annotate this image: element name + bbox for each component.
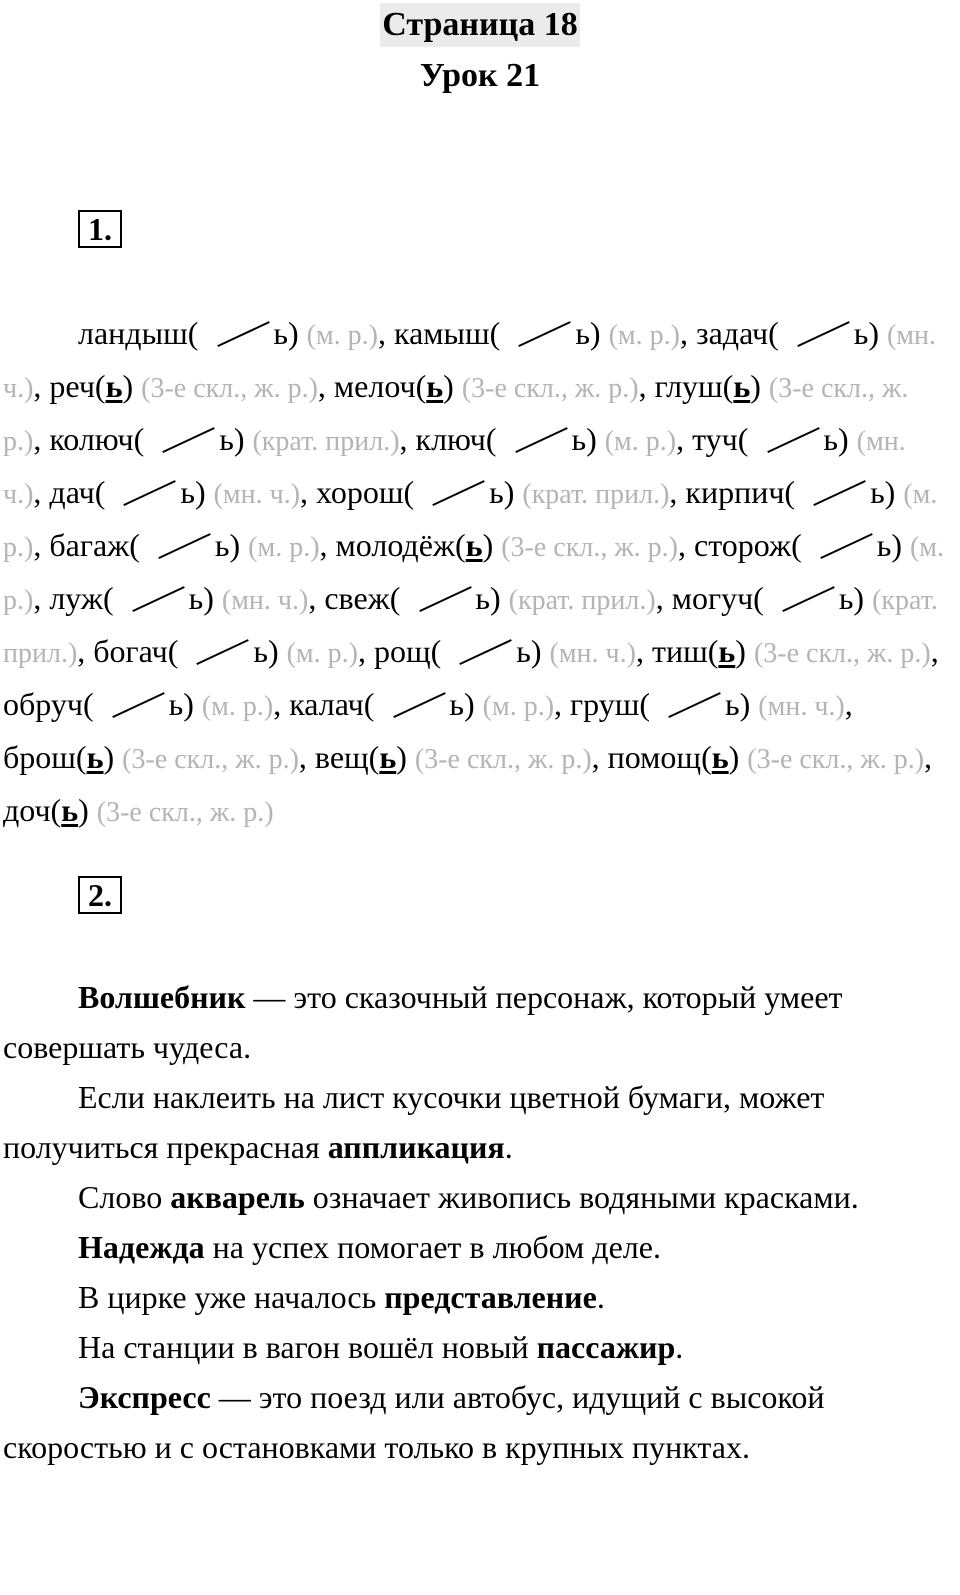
grammar-note: (м. р.) — [201, 691, 274, 722]
word-stem: хорош — [316, 474, 404, 510]
grammar-note: (3-е скл., ж. р.) — [3, 373, 909, 457]
sentence-text: — это поезд или автобус, идущий с высокой скоростью и с остановками только в крупных пунктах. — [3, 1379, 825, 1465]
vocabulary-word: представление — [384, 1279, 597, 1315]
lesson-title: Урок 21 — [419, 57, 541, 94]
grammar-note: (3-е скл., ж. р.) — [96, 797, 274, 828]
required-soft-sign: ь — [733, 368, 751, 404]
crossed-soft-sign: ь — [178, 626, 268, 676]
crossed-soft-sign: ь — [400, 573, 490, 623]
word-stem: свеж — [324, 580, 390, 616]
word-stem: багаж — [49, 527, 130, 563]
grammar-note: (м. р.) — [3, 532, 945, 616]
word-entry: обруч( ь) — [3, 686, 194, 722]
word-stem: вещ — [314, 739, 369, 775]
sentence-text: означает живопись водяными красками. — [304, 1179, 859, 1215]
crossed-soft-sign: ь — [795, 467, 885, 517]
sentence-text: . — [675, 1329, 684, 1365]
task-1-number: 1. — [78, 210, 122, 248]
word-stem: груш — [570, 686, 640, 722]
word-entry: рощ( ь) — [374, 633, 542, 669]
task-1-word-list — [3, 308, 948, 838]
word-entry: помощ(ь) — [607, 739, 740, 775]
grammar-note: (м. р.) — [482, 691, 555, 722]
crossed-soft-sign: ь — [144, 414, 234, 464]
word-entry: ключ( ь) — [416, 421, 597, 457]
word-stem: брош — [3, 739, 76, 775]
vocabulary-word: Экспресс — [78, 1379, 211, 1415]
grammar-note: (крат. прил.) — [508, 585, 656, 616]
crossed-soft-sign: ь — [748, 414, 838, 464]
sentence-paragraph — [3, 1272, 948, 1322]
grammar-note: (3-е скл., ж. р.) — [141, 373, 318, 404]
grammar-note: (м. р.) — [604, 426, 677, 457]
task-2-sentences — [3, 972, 948, 1472]
word-stem: помощ — [607, 739, 702, 775]
word-entry: багаж( ь) — [49, 527, 240, 563]
word-stem: туч — [692, 421, 738, 457]
word-entry: доч(ь) — [3, 792, 89, 828]
word-entry: сторож( ь) — [694, 527, 902, 563]
word-entry: хорош( ь) — [316, 474, 514, 510]
word-entry: свеж( ь) — [324, 580, 500, 616]
word-entry: могуч( ь) — [672, 580, 864, 616]
word-stem: луж — [49, 580, 103, 616]
word-stem: ключ — [415, 421, 486, 457]
crossed-soft-sign: ь — [802, 520, 892, 570]
word-entry: луж( ь) — [49, 580, 214, 616]
word-entry: дач( ь) — [49, 474, 205, 510]
word-entry: груш( ь) — [570, 686, 750, 722]
sentence-text: . — [504, 1129, 513, 1165]
grammar-note: (м. р.) — [286, 638, 358, 669]
crossed-soft-sign: ь — [114, 573, 204, 623]
crossed-soft-sign: ь — [94, 679, 184, 729]
word-stem: камыш — [394, 315, 490, 351]
sentence-text: Если наклеить на лист кусочки цветной бумаги, может получиться прекрасная — [3, 1079, 825, 1165]
word-entry: камыш( ь) — [394, 315, 601, 351]
grammar-note: (крат. прил.) — [3, 585, 938, 669]
grammar-note: (3-е скл., ж. р.) — [747, 744, 925, 775]
word-entry: туч( ь) — [692, 421, 849, 457]
grammar-note: (крат. прил.) — [252, 426, 400, 457]
crossed-soft-sign: ь — [650, 679, 740, 729]
required-soft-sign: ь — [105, 368, 123, 404]
vocabulary-word: аппликация — [327, 1129, 505, 1165]
required-soft-sign: ь — [86, 739, 104, 775]
page-header — [0, 0, 960, 98]
grammar-note: (мн. ч.) — [3, 320, 937, 404]
vocabulary-word: пассажир — [536, 1329, 676, 1365]
word-stem: колюч — [49, 421, 134, 457]
grammar-note: (3-е скл., ж. р.) — [414, 744, 592, 775]
sentence-paragraph — [3, 972, 948, 1072]
task-1-paragraph: ландыш( ь) (м. р.), камыш( ь) (м. р.), задач( ь) (мн. ч.), реч(ь) (3-е скл., ж. р.), мелоч(ь) (3-е скл., ж. р.), глуш(ь) (3-е скл., ж. р.), колюч( ь) (крат. прил.), ключ( ь) (м. р.), туч( ь) (мн. ч.), дач( ь) (мн. ч.), хорош( ь) (крат. прил.), кирпич( ь) (м. р.), багаж( ь) (м. р.), молодёж(ь) (3-е скл., ж. р.), сторож( ь) (м. р.), луж( ь) (мн. ч.), свеж( ь) (крат. прил.), могуч( ь) (крат. прил.), богач( ь) (м. р.), рощ( ь) (мн. ч.), тиш(ь) (3-е скл., ж. р.), обруч( ь) (м. р.), калач( ь) (м. р.), груш( ь) (мн. ч.), брош(ь) (3-е скл., ж. р.), вещ(ь) (3-е скл., ж. р.), помощ(ь) (3-е скл., ж. р.), доч(ь) (3-е скл., ж. р.) — [3, 308, 948, 838]
sentence-paragraph — [3, 1372, 948, 1472]
sentence-paragraph — [3, 1322, 948, 1372]
sentence-paragraph — [3, 1072, 948, 1172]
grammar-note: (3-е скл., ж. р.) — [461, 373, 639, 404]
word-stem: рощ — [373, 633, 431, 669]
grammar-note: (мн. ч.) — [758, 691, 845, 722]
sentence-text: В цирке уже началось — [78, 1279, 385, 1315]
crossed-soft-sign: ь — [374, 679, 464, 729]
grammar-note: (3-е скл., ж. р.) — [501, 532, 678, 563]
sentence-paragraph — [3, 1222, 948, 1272]
required-soft-sign: ь — [61, 792, 79, 828]
word-stem: ландыш — [78, 315, 188, 351]
crossed-soft-sign: ь — [140, 520, 230, 570]
word-stem: молодёж — [335, 527, 455, 563]
word-stem: задач — [695, 315, 769, 351]
grammar-note: (3-е скл., ж. р.) — [122, 744, 299, 775]
grammar-note: (м. р.) — [608, 320, 680, 351]
required-soft-sign: ь — [711, 739, 729, 775]
vocabulary-word: Волшебник — [78, 979, 246, 1015]
grammar-note: (мн. ч.) — [213, 479, 301, 510]
word-stem: могуч — [671, 580, 754, 616]
required-soft-sign: ь — [426, 368, 444, 404]
word-stem: доч — [3, 792, 51, 828]
grammar-note: (м. р.) — [306, 320, 378, 351]
grammar-note: (3-е скл., ж. р.) — [753, 638, 931, 669]
crossed-soft-sign: ь — [105, 467, 195, 517]
word-entry: вещ(ь) — [314, 739, 407, 775]
word-entry: богач( ь) — [93, 633, 278, 669]
grammar-note: (м. р.) — [248, 532, 320, 563]
crossed-soft-sign: ь — [441, 626, 531, 676]
word-entry: колюч( ь) — [49, 421, 244, 457]
word-entry: брош(ь) — [3, 739, 115, 775]
task-2-number: 2. — [78, 876, 122, 914]
word-stem: реч — [49, 368, 95, 404]
word-stem: тиш — [651, 633, 708, 669]
crossed-soft-sign: ь — [414, 467, 504, 517]
grammar-note: (мн. ч.) — [549, 638, 636, 669]
word-entry: калач( ь) — [289, 686, 474, 722]
crossed-soft-sign: ь — [779, 308, 869, 358]
word-entry: тиш(ь) — [651, 633, 746, 669]
crossed-soft-sign: ь — [198, 308, 288, 358]
crossed-soft-sign: ь — [764, 573, 854, 623]
word-entry: реч(ь) — [49, 368, 134, 404]
word-stem: кирпич — [685, 474, 785, 510]
sentence-text: Слово — [78, 1179, 171, 1215]
crossed-soft-sign: ь — [496, 414, 586, 464]
required-soft-sign: ь — [718, 633, 736, 669]
sentence-text: на успех помогает в любом деле. — [204, 1229, 661, 1265]
word-entry: глуш(ь) — [654, 368, 761, 404]
crossed-soft-sign: ь — [500, 308, 590, 358]
sentence-text: — это сказочный персонаж, который умеет совершать чудеса. — [3, 979, 843, 1065]
word-entry: ландыш( ь) — [78, 315, 299, 351]
vocabulary-word: Надежда — [78, 1229, 205, 1265]
required-soft-sign: ь — [379, 739, 397, 775]
word-entry: задач( ь) — [696, 315, 879, 351]
grammar-note: (м. р.) — [3, 479, 938, 563]
word-stem: обруч — [3, 686, 83, 722]
word-stem: богач — [93, 633, 168, 669]
sentence-text: На станции в вагон вошёл новый — [78, 1329, 537, 1365]
grammar-note: (мн. ч.) — [221, 585, 309, 616]
word-stem: сторож — [693, 527, 792, 563]
sentence-paragraph — [3, 1172, 948, 1222]
grammar-note: (крат. прил.) — [522, 479, 670, 510]
sentence-text: . — [596, 1279, 605, 1315]
word-stem: глуш — [654, 368, 723, 404]
vocabulary-word: акварель — [170, 1179, 305, 1215]
grammar-note: (мн. ч.) — [3, 426, 906, 510]
word-entry: мелоч(ь) — [333, 368, 454, 404]
word-entry: кирпич( ь) — [685, 474, 895, 510]
word-stem: калач — [289, 686, 364, 722]
required-soft-sign: ь — [465, 527, 483, 563]
word-stem: мелоч — [333, 368, 416, 404]
word-stem: дач — [49, 474, 95, 510]
page-title: Страница 18 — [380, 3, 579, 47]
word-entry: молодёж(ь) — [335, 527, 494, 563]
